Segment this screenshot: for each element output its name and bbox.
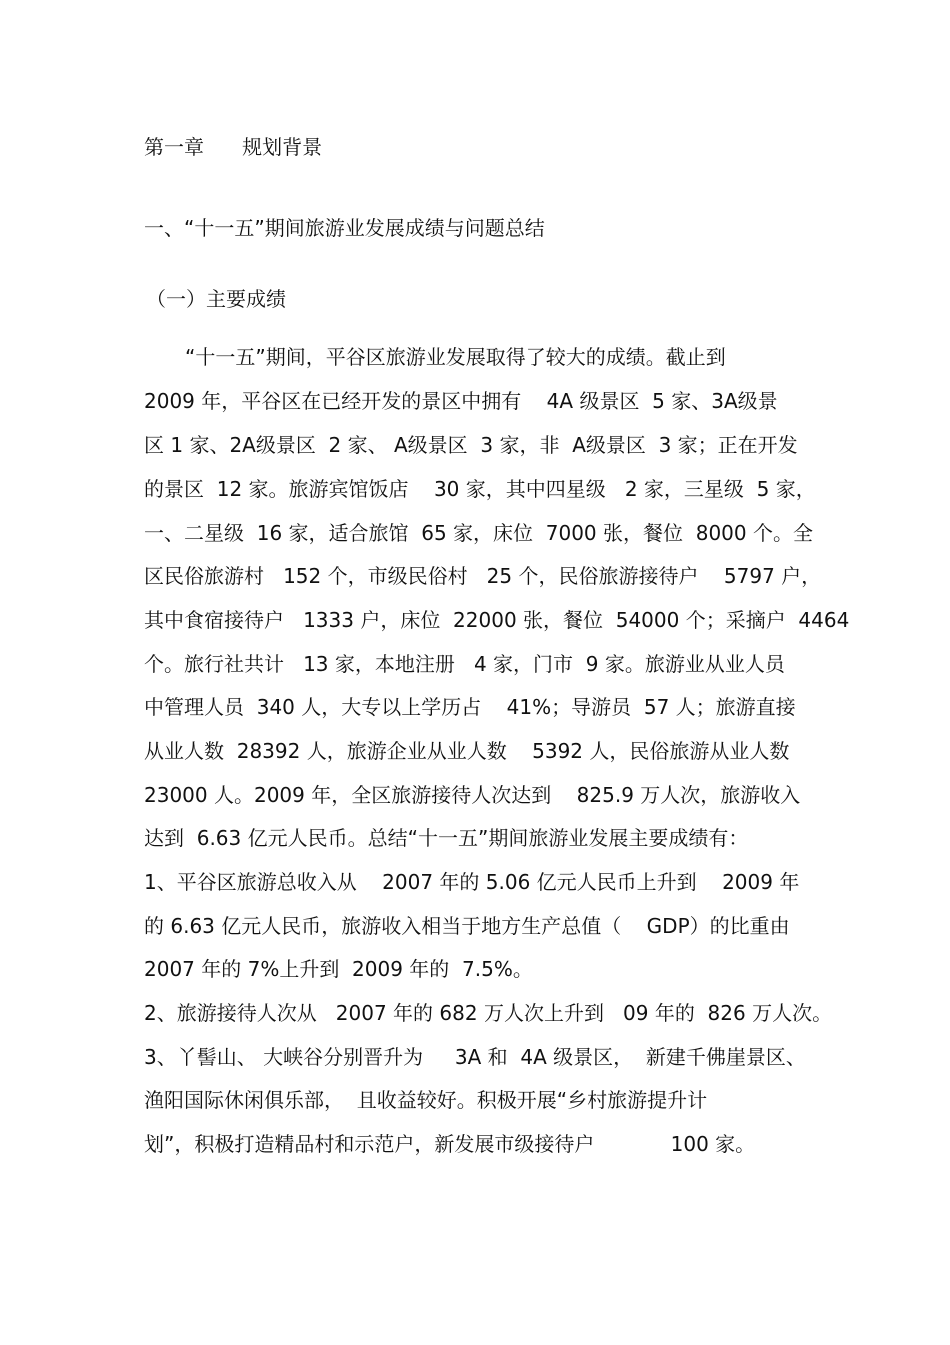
paragraph-line: 区民俗旅游村 152 个，市级民俗村 25 个，民俗旅游接待户 5797 户， bbox=[144, 564, 822, 588]
paragraph-line: 的景区 12 家。旅游宾馆饭店 30 家，其中四星级 2 家，三星级 5 家， bbox=[144, 477, 816, 501]
paragraph-line: 达到 6.63 亿元人民币。总结“十一五”期间旅游业发展主要成绩有： bbox=[144, 826, 749, 850]
paragraph-line: 一、二星级 16 家，适合旅馆 65 家，床位 7000 张，餐位 8000 个。全 bbox=[144, 521, 813, 545]
chapter-title: 第一章 规划背景 bbox=[144, 135, 323, 159]
achievement-line: 划”，积极打造精品村和示范户，新发展市级接待户 100 家。 bbox=[144, 1132, 756, 1156]
subsection-title: （一）主要成绩 bbox=[146, 287, 286, 311]
paragraph-line: 个。旅行社共计 13 家，本地注册 4 家，门市 9 家。旅游业从业人员 bbox=[144, 652, 785, 676]
paragraph-line: “十一五”期间，平谷区旅游业发展取得了较大的成绩。截止到 bbox=[185, 345, 726, 369]
achievement-line: 渔阳国际休闲俱乐部， 且收益较好。积极开展“乡村旅游提升计 bbox=[144, 1088, 708, 1112]
paragraph-line: 区 1 家、2A级景区 2 家、 A级景区 3 家，非 A级景区 3 家；正在开发 bbox=[144, 433, 798, 457]
achievement-line: 1、平谷区旅游总收入从 2007 年的 5.06 亿元人民币上升到 2009 年 bbox=[144, 870, 800, 894]
paragraph-line: 2009 年，平谷区在已经开发的景区中拥有 4A 级景区 5 家、3A级景 bbox=[144, 389, 778, 413]
achievement-line: 的 6.63 亿元人民币，旅游收入相当于地方生产总值（ GDP）的比重由 bbox=[144, 914, 790, 938]
paragraph-line: 中管理人员 340 人，大专以上学历占 41%；导游员 57 人；旅游直接 bbox=[144, 695, 796, 719]
paragraph-line: 其中食宿接待户 1333 户，床位 22000 张，餐位 54000 个；采摘户 4464 bbox=[144, 608, 850, 632]
paragraph-line: 从业人数 28392 人，旅游企业从业人数 5392 人，民俗旅游从业人数 bbox=[144, 739, 790, 763]
section-title: 一、“十一五”期间旅游业发展成绩与问题总结 bbox=[144, 216, 545, 240]
achievement-line: 2007 年的 7%上升到 2009 年的 7.5%。 bbox=[144, 957, 533, 981]
achievement-line: 2、旅游接待人次从 2007 年的 682 万人次上升到 09 年的 826 万人次。 bbox=[144, 1001, 833, 1025]
paragraph-line: 23000 人。2009 年，全区旅游接待人次达到 825.9 万人次，旅游收入 bbox=[144, 783, 801, 807]
achievement-line: 3、丫髻山、 大峡谷分别晋升为 3A 和 4A 级景区， 新建千佛崖景区、 bbox=[144, 1045, 806, 1069]
